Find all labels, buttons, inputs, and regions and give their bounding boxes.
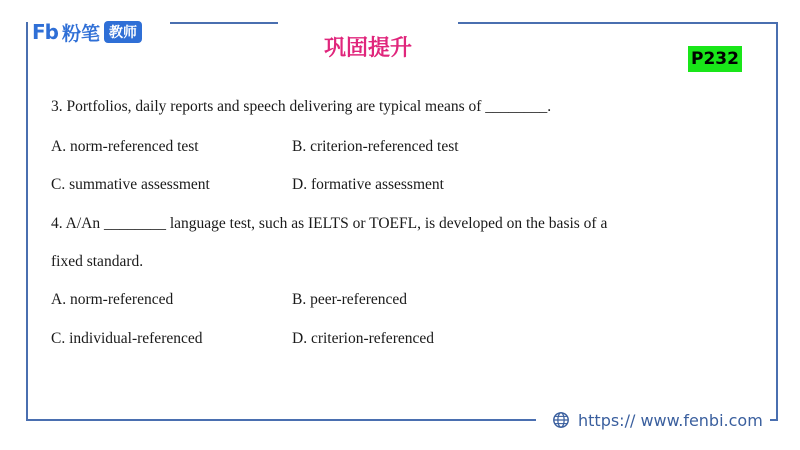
globe-icon — [552, 411, 570, 429]
slide-title: 巩固提升 — [323, 36, 412, 61]
footer-url-text[interactable]: https:// www.fenbi.com — [578, 410, 763, 430]
question-4-option-d: D. criterion-referenced — [292, 330, 434, 347]
question-4-stem-line-2: fixed standard. — [51, 253, 144, 270]
question-4-option-a: A. norm-referenced — [51, 291, 174, 308]
frame-bottom-border — [26, 419, 536, 421]
frame-bottom-border-right — [770, 419, 778, 421]
question-3-option-d: D. formative assessment — [292, 176, 444, 193]
brand-badge: 教师 — [104, 21, 142, 43]
footer-website — [552, 408, 770, 432]
question-3-stem: 3. Portfolios, daily reports and speech delivering are typical means of ________. — [51, 98, 552, 115]
question-3-option-c: C. summative assessment — [51, 176, 210, 193]
logo-mark: Fb — [32, 20, 58, 44]
question-4-option-c: C. individual-referenced — [51, 330, 203, 347]
question-4-option-b: B. peer-referenced — [292, 291, 407, 308]
frame-top-border-left — [170, 22, 278, 24]
page-tag: P232 — [688, 46, 742, 72]
brand-name: 粉笔 — [61, 22, 100, 45]
brand-logo — [32, 19, 148, 45]
question-3-option-a: A. norm-referenced test — [51, 138, 199, 155]
frame-top-border-right — [458, 22, 778, 24]
question-4-stem-line-1: 4. A/An ________ language test, such as IELTS or TOEFL, is developed on the basis of a — [51, 215, 608, 232]
question-3-option-b: B. criterion-referenced test — [292, 138, 459, 155]
